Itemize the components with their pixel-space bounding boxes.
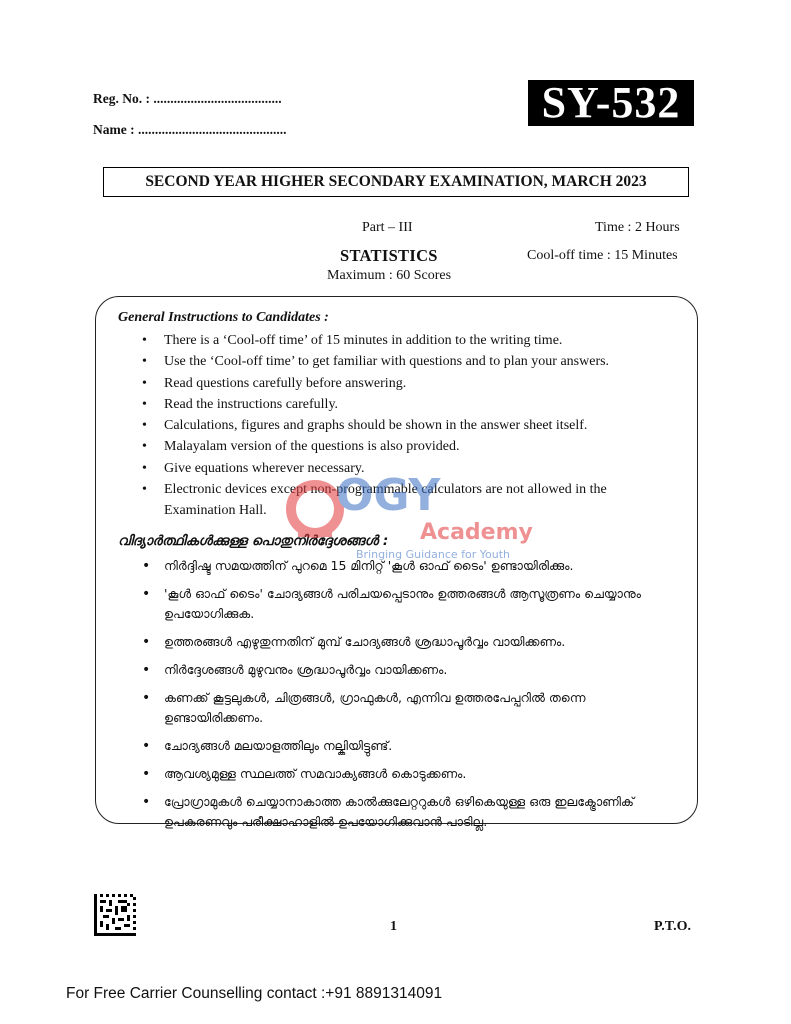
cool-off-time: Cool-off time : 15 Minutes — [527, 248, 678, 263]
instruction-item: • Read the instructions carefully. — [118, 394, 678, 415]
reg-no-field: Reg. No. : ...................................... — [93, 91, 282, 106]
paper-code: SY-532 — [528, 80, 694, 126]
footer-contact: For Free Carrier Counselling contact :+91 8891314091 — [66, 985, 443, 1002]
instructions-list-ml — [118, 556, 680, 840]
instruction-item-ml: • 'കൂൾ ഓഫ് ടൈം' ചോദ്യങ്ങൾ പരിചയപ്പെടാനും ഉത്തരങ്ങൾ ആസൂത്രണം ചെയ്യാനും ഉപയോഗിക്കുക. — [118, 584, 680, 624]
page-number: 1 — [390, 919, 397, 934]
instruction-item: • There is a ‘Cool-off time’ of 15 minutes in addition to the writing time. — [118, 330, 678, 351]
instruction-item-ml: • നിർദ്ദിഷ്ട സമയത്തിന് പുറമെ 15 മിനിറ്റ് 'കൂൾ ഓഫ് ടൈം' ഉണ്ടായിരിക്കും. — [118, 556, 680, 576]
instructions-title-ml: വിദ്യാർത്ഥികൾക്കുള്ള പൊതുനിർദ്ദേശങ്ങൾ : — [118, 533, 389, 549]
pto-label: P.T.O. — [654, 919, 691, 934]
exam-title: SECOND YEAR HIGHER SECONDARY EXAMINATION, MARCH 2023 — [103, 167, 689, 197]
instruction-item-ml: • ഉത്തരങ്ങൾ എഴുതുന്നതിന് മുമ്പ് ചോദ്യങ്ങൾ ശ്രദ്ധാപൂർവ്വം വായിക്കണം. — [118, 632, 680, 652]
instruction-item-ml: • പ്രോഗ്രാമുകൾ ചെയ്യാനാകാത്ത കാൽക്കുലേറ്ററുകൾ ഒഴികെയുള്ള ഒരു ഇലക്ട്രോണിക് ഉപകരണവും പരീക്ഷാഹാളിൽ ഉപയോഗിക്കുവാൻ പാടില്ല. — [118, 792, 680, 832]
exam-part: Part – III — [362, 220, 413, 235]
maximum-scores: Maximum : 60 Scores — [327, 268, 452, 283]
watermark-logo — [280, 470, 533, 561]
instruction-item-ml: • നിർദ്ദേശങ്ങൾ മുഴുവനും ശ്രദ്ധാപൂർവ്വം വായിക്കണം. — [118, 660, 680, 680]
watermark-tagline: Bringing Guidance for Youth — [356, 548, 511, 561]
instruction-item-ml: • ചോദ്യങ്ങൾ മലയാളത്തിലും നല്കിയിട്ടുണ്ട്. — [118, 736, 680, 756]
instruction-item: • Calculations, figures and graphs should be shown in the answer sheet itself. — [118, 415, 678, 436]
watermark-brand: OGY — [336, 470, 441, 521]
exam-subject: STATISTICS — [340, 246, 438, 265]
instruction-item: • Use the ‘Cool-off time’ to get familiar with questions and to plan your answers. — [118, 351, 678, 372]
instruction-item-ml: • ആവശ്യമുള്ള സ്ഥലത്ത് സമവാക്യങ്ങൾ കൊടുക്കണം. — [118, 764, 680, 784]
name-field: Name : ............................................ — [93, 122, 287, 137]
watermark-academy: Academy — [420, 520, 533, 545]
instruction-item: • Read questions carefully before answering. — [118, 373, 678, 394]
datamatrix-barcode — [94, 893, 136, 937]
instruction-item: • Malayalam version of the questions is also provided. — [118, 436, 678, 457]
instruction-item: • Give equations wherever necessary. — [118, 458, 678, 479]
instructions-title-en: General Instructions to Candidates : — [118, 310, 329, 325]
instruction-item-ml: • കണക്ക് കൂട്ടലുകൾ, ചിത്രങ്ങൾ, ഗ്രാഫുകൾ, എന്നിവ ഉത്തരപേപ്പറിൽ തന്നെ ഉണ്ടായിരിക്കണം. — [118, 688, 680, 728]
exam-time: Time : 2 Hours — [595, 220, 680, 235]
instruction-item: • Electronic devices except non-programmable calculators are not allowed in the Examination Hall. — [118, 479, 678, 522]
